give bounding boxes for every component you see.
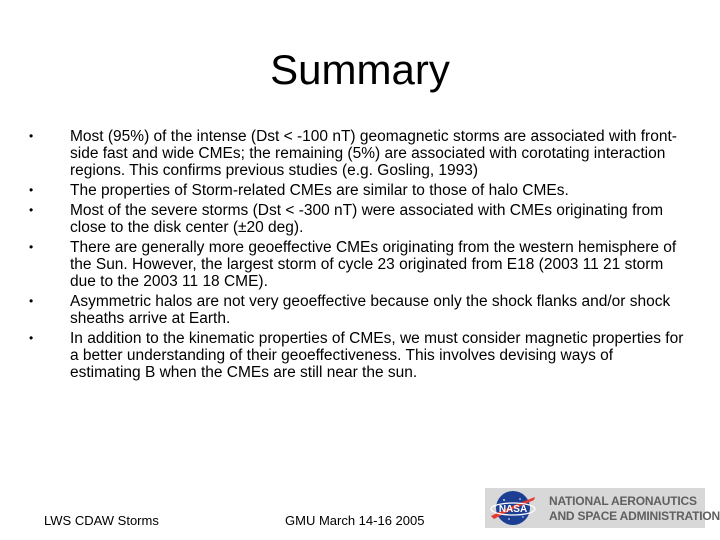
- bullet-text: The properties of Storm-related CMEs are similar to those of halo CMEs.: [70, 182, 569, 199]
- logo-text-line-1: NATIONAL AERONAUTICS: [549, 494, 697, 508]
- bullet-dot-icon: •: [29, 294, 34, 308]
- logo-text-line-2: AND SPACE ADMINISTRATION: [549, 509, 720, 523]
- bullet-item: [26, 202, 686, 236]
- svg-text:NASA: NASA: [498, 504, 528, 515]
- bullet-item: [26, 293, 686, 327]
- nasa-meatball-icon: [487, 489, 539, 527]
- bullet-text: There are generally more geoeffective CMEs originating from the western hemisphere of the Sun. However, the largest storm of cycle 23 originated from E18 (2003 11 21 storm due to the 2003 11 18 CME).: [70, 239, 677, 290]
- bullet-item: [26, 128, 686, 179]
- bullet-text: In addition to the kinematic properties of CMEs, we must consider magnetic properties for a better understanding of their geoeffectiveness. This involves devising ways of estimating B when the CMEs are still near the sun.: [70, 330, 684, 381]
- slide-title: Summary: [270, 46, 450, 93]
- bullet-text: Most (95%) of the intense (Dst < -100 nT) geomagnetic storms are associated with front-side fast and wide CMEs; the remaining (5%) are associated with corotating interaction regions. This confirms previous studies (e.g. Gosling, 1993): [70, 128, 677, 179]
- bullet-dot-icon: •: [29, 203, 34, 217]
- footer-left-text: LWS CDAW Storms: [44, 513, 159, 528]
- bullet-dot-icon: •: [29, 183, 34, 197]
- bullet-dot-icon: •: [29, 129, 34, 143]
- footer-center-text: GMU March 14-16 2005: [285, 513, 425, 528]
- bullet-text: Most of the severe storms (Dst < -300 nT) were associated with CMEs originating from close to the disk center (±20 deg).: [70, 202, 664, 236]
- bullet-dot-icon: •: [29, 331, 34, 345]
- bullet-item: [26, 239, 686, 290]
- bullet-list: [26, 128, 686, 384]
- bullet-item: [26, 330, 686, 381]
- bullet-item: [26, 182, 686, 199]
- bullet-dot-icon: •: [29, 240, 34, 254]
- bullet-text: Asymmetric halos are not very geoeffective because only the shock flanks and/or shock sheaths arrive at Earth.: [70, 293, 671, 327]
- nasa-logo: [485, 488, 720, 528]
